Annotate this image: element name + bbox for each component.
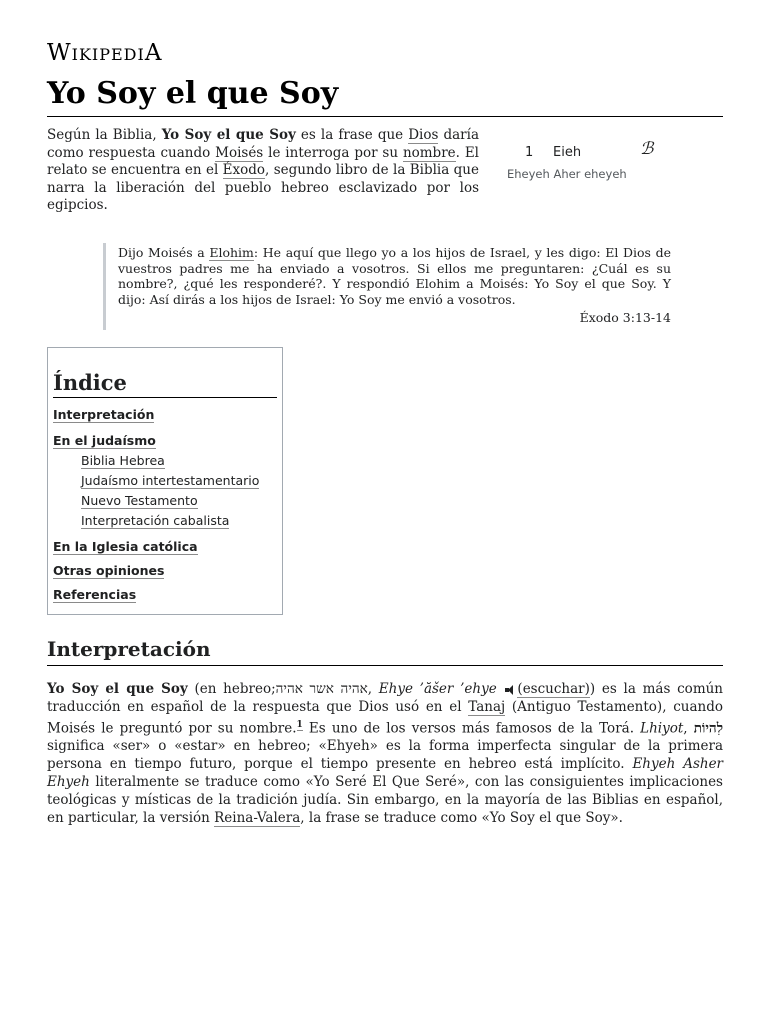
intro-paragraph [47, 127, 479, 215]
para-text [497, 681, 504, 697]
reference-link[interactable]: 1 [296, 719, 303, 730]
section-heading-interpretacion: Interpretación [47, 635, 723, 666]
hebrew-text: לִהיוֹת [693, 720, 724, 736]
infobox-label: Eieh [553, 145, 582, 160]
toc-label: En la Iglesia católica [53, 538, 198, 554]
para-text: (en hebreo; [187, 680, 276, 697]
toc-label: Nuevo Testamento [81, 492, 198, 508]
toc-item-referencias[interactable] [53, 586, 277, 604]
transliteration: Ehye ’ăšer ’ehye [378, 680, 497, 697]
bold-term: Yo Soy el que Soy [47, 680, 188, 697]
toc-item-judaismo[interactable] [53, 432, 277, 450]
toc-item-otras-opiniones[interactable] [53, 562, 277, 580]
para-text: Es uno de los versos más famosos de la Torá. [302, 720, 641, 736]
link-elohim[interactable]: Elohim [209, 245, 254, 260]
para-text: , [367, 680, 379, 697]
term-ehyeh-asher-ehyeh: Ehyeh Asher Ehyeh [47, 756, 724, 790]
toc-label: Interpretación cabalista [81, 512, 230, 528]
link-moises[interactable]: Moisés [215, 144, 264, 161]
quote-text [118, 245, 671, 307]
wikipedia-logo[interactable] [47, 40, 723, 68]
term-lhiyot: Lhiyot [640, 720, 684, 736]
logo-letter-w: W [47, 40, 72, 66]
para-text: ) es la más común traducción en español de la respuesta que Dios usó en el [47, 680, 724, 715]
quote-part: : He aquí que llego yo a los hijos de Israel, y les digo: El Dios de vuestros padres me ha enviado a vosotros. Si ellos me preguntaren: ¿Cuál es su nombre?, ¿qué les responderé?. Y respondió Elohim a Moisés: Yo Soy el que Soy. Y dijo: Así dirás a los hijos de Israel: Yo Soy me envió a vosotros. [118, 245, 671, 307]
toc-title: Índice [53, 370, 277, 398]
intro-text: le interroga por su [263, 144, 403, 161]
toc-item-nuevo-testamento[interactable] [81, 492, 277, 510]
toc-label: Interpretación [53, 406, 155, 422]
quote-source: Éxodo 3:13-14 [579, 310, 671, 325]
logo-letters: IKIPEDI [71, 45, 145, 64]
intro-text: Según la Biblia, [47, 127, 162, 143]
quote-part: Dijo Moisés a [118, 245, 210, 260]
infobox-glyph: ℬ [640, 139, 654, 159]
toc-item-iglesia-catolica[interactable] [53, 538, 277, 556]
blockquote [103, 243, 671, 330]
toc-label: En el judaísmo [53, 432, 156, 448]
para-text: literalmente se traduce como «Yo Seré El Que Seré», con las consiguientes implicaciones teológicas y místicas de la tradición judía. Sin embargo, en la mayoría de las Biblias en español, en particular, la versión [47, 774, 723, 826]
para-text: , [683, 720, 694, 736]
infobox-caption: Eheyeh Aher eheyeh [507, 167, 627, 181]
article [47, 40, 723, 827]
speaker-icon[interactable] [505, 685, 515, 694]
link-escuchar[interactable]: (escuchar) [517, 680, 590, 697]
intro-text: . El relato se encuentra en el [47, 144, 479, 178]
para-text: , la frase se traduce como «Yo Soy el que Soy». [300, 810, 623, 826]
table-of-contents [47, 347, 283, 615]
hebrew-text: אהיה אשר אהיה [275, 680, 368, 697]
link-reina-valera[interactable]: Reina-Valera [214, 810, 301, 826]
intro-text: es la frase que [295, 127, 409, 143]
toc-item-biblia-hebrea[interactable] [81, 452, 277, 470]
interpretacion-paragraph [47, 680, 723, 828]
logo-letter-a: A [144, 40, 163, 66]
intro-bold-term: Yo Soy el que Soy [161, 127, 296, 143]
intro-text: , segundo libro de la Biblia que narra la liberación del pueblo hebreo esclavizado por los egipcios. [47, 162, 479, 213]
toc-group [53, 432, 277, 530]
para-text: significa «ser» o «estar» en hebreo; «Ehyeh» es la forma imperfecta singular de la primera persona en tiempo futuro, porque el tiempo presente en hebreo está implícito. [47, 738, 723, 772]
toc-label: Biblia Hebrea [81, 452, 165, 468]
toc-item-interpretacion[interactable] [53, 406, 277, 424]
para-text: (Antiguo Testamento), cuando Moisés le preguntó por su nombre. [47, 698, 723, 736]
intro-text: daría como respuesta cuando [47, 127, 479, 161]
infobox-row [505, 139, 665, 159]
intro-section [47, 127, 723, 227]
link-dios[interactable]: Dios [408, 127, 439, 143]
link-nombre[interactable]: nombre [402, 144, 456, 161]
infobox-number: 1 [525, 145, 534, 160]
toc-item-judaismo-intertestamentario[interactable] [81, 472, 277, 490]
toc-item-interpretacion-cabalista[interactable] [81, 512, 277, 530]
infobox [505, 139, 665, 181]
toc-label: Referencias [53, 586, 137, 602]
page-title: Yo Soy el que Soy [47, 74, 723, 117]
toc-group [53, 406, 277, 424]
toc-label: Otras opiniones [53, 562, 165, 578]
link-tanaj[interactable]: Tanaj [468, 698, 506, 715]
toc-label: Judaísmo intertestamentario [81, 472, 260, 488]
link-exodo[interactable]: Éxodo [222, 162, 266, 178]
